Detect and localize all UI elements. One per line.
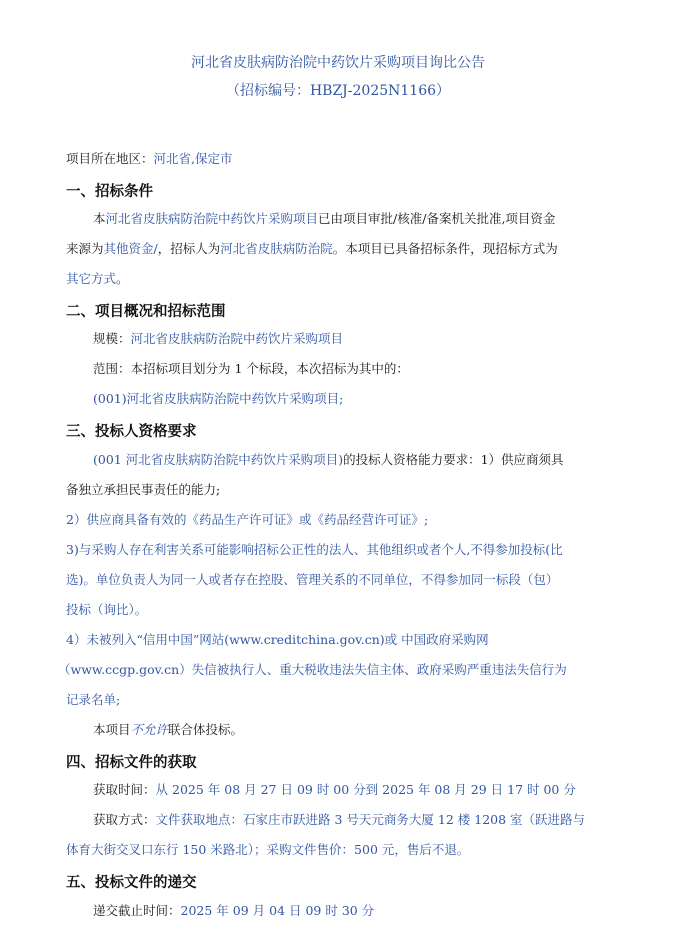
s1-para-line3 xyxy=(66,270,129,288)
s4-method-line1 xyxy=(93,811,585,829)
s2-scope-tail: 个标段，本次招标为其中的： xyxy=(242,361,409,376)
region-label: 项目所在地区： xyxy=(66,151,154,166)
s2-scale-label: 规模： xyxy=(93,331,131,346)
s1-owner: 河北省皮肤病防治院 xyxy=(220,241,333,256)
s2-scope-count: 1 xyxy=(234,361,243,376)
notice-title: 河北省皮肤病防治院中药饮片采购项目询比公告 xyxy=(191,55,485,71)
s1-para-line2 xyxy=(66,240,558,258)
s3-q3-line3: 投标（询比）。 xyxy=(66,602,148,617)
s3-q1-line2: 备独立承担民事责任的能力; xyxy=(66,482,221,497)
s1-para-line1 xyxy=(93,210,555,228)
s4-time-line xyxy=(93,781,576,799)
section-1-heading: 一、招标条件 xyxy=(66,184,153,200)
s2-lot: (001)河北省皮肤病防治院中药饮片采购项目; xyxy=(93,391,344,406)
s2-scale-line xyxy=(93,330,343,348)
s1-text: 。 xyxy=(116,271,129,286)
section-5-heading: 五、投标文件的递交 xyxy=(66,875,197,891)
s3-q4-line2: （www.ccgp.gov.cn）失信被执行人、重大税收违法失信主体、政府采购严重违法失信行为 xyxy=(58,662,567,677)
s3-q4-line1: 4）未被列入“信用中国”网站(www.creditchina.gov.cn)或 中国政府采购网 xyxy=(66,632,489,647)
s3-q1-lot: (001 河北省皮肤病防治院中药饮片采购项目) xyxy=(93,452,344,467)
s3-joint-text: 本项目 xyxy=(93,722,131,737)
s3-q3-line1: 3)与采购人存在利害关系可能影响招标公正性的法人、其他组织或者个人,不得参加投标(比 xyxy=(66,542,563,557)
s4-method-label: 获取方式： xyxy=(93,812,156,827)
s1-text: 已由项目审批/核准/备案机关批准,项目资金 xyxy=(318,211,556,226)
region-line xyxy=(66,150,233,168)
s1-text: 来源为 xyxy=(66,241,104,256)
s2-scale-value: 河北省皮肤病防治院中药饮片采购项目 xyxy=(130,331,344,346)
region-value: 河北省,保定市 xyxy=(153,151,233,166)
s3-q1-text: 的投标人资格能力要求：1）供应商须具 xyxy=(343,452,564,467)
s3-q4-line3: 记录名单; xyxy=(66,692,121,707)
section-3-heading: 三、投标人资格要求 xyxy=(66,424,197,440)
section-4-heading: 四、招标文件的获取 xyxy=(66,755,197,771)
s1-text: 。本项目已具备招标条件，现招标方式为 xyxy=(332,241,558,256)
s3-q1-line1 xyxy=(93,451,564,469)
s3-joint-line xyxy=(93,721,243,739)
s5-deadline-value: 2025 年 09 月 04 日 09 时 30 分 xyxy=(180,903,375,918)
tender-code: （招标编号：HBZJ-2025N1166） xyxy=(225,83,451,99)
s2-scope-label: 范围：本招标项目划分为 xyxy=(93,361,235,376)
s3-joint-flag: 不允许 xyxy=(130,722,169,737)
s4-time-value: 从 2025 年 08 月 27 日 09 时 00 分到 2025 年 08 月 29 日 17 时 00 分 xyxy=(155,782,576,797)
s4-method-line2: 体育大街交叉口东行 150 米路北）；采购文件售价：500 元，售后不退。 xyxy=(66,842,470,857)
s5-deadline-label: 递交截止时间： xyxy=(93,903,181,918)
s4-method-value: 文件获取地点：石家庄市跃进路 3 号天元商务大厦 12 楼 1208 室（跃进路与 xyxy=(155,812,586,827)
s3-joint-text: 联合体投标。 xyxy=(168,722,244,737)
s1-fund-source: 其他资金/ xyxy=(103,241,158,256)
s1-text: ，招标人为 xyxy=(157,241,221,256)
s1-method: 其它方式 xyxy=(66,271,117,286)
s2-scope-line xyxy=(93,360,409,378)
s1-text: 本 xyxy=(93,211,106,226)
s4-time-label: 获取时间： xyxy=(93,782,156,797)
section-2-heading: 二、项目概况和招标范围 xyxy=(66,304,226,320)
s1-project-name: 河北省皮肤病防治院中药饮片采购项目 xyxy=(105,211,319,226)
s3-q2: 2）供应商具备有效的《药品生产许可证》或《药品经营许可证》; xyxy=(66,512,429,527)
s3-q3-line2: 选)。单位负责人为同一人或者存在控股、管理关系的不同单位，不得参加同一标段（包） xyxy=(66,572,559,587)
s5-deadline-line xyxy=(93,902,374,920)
